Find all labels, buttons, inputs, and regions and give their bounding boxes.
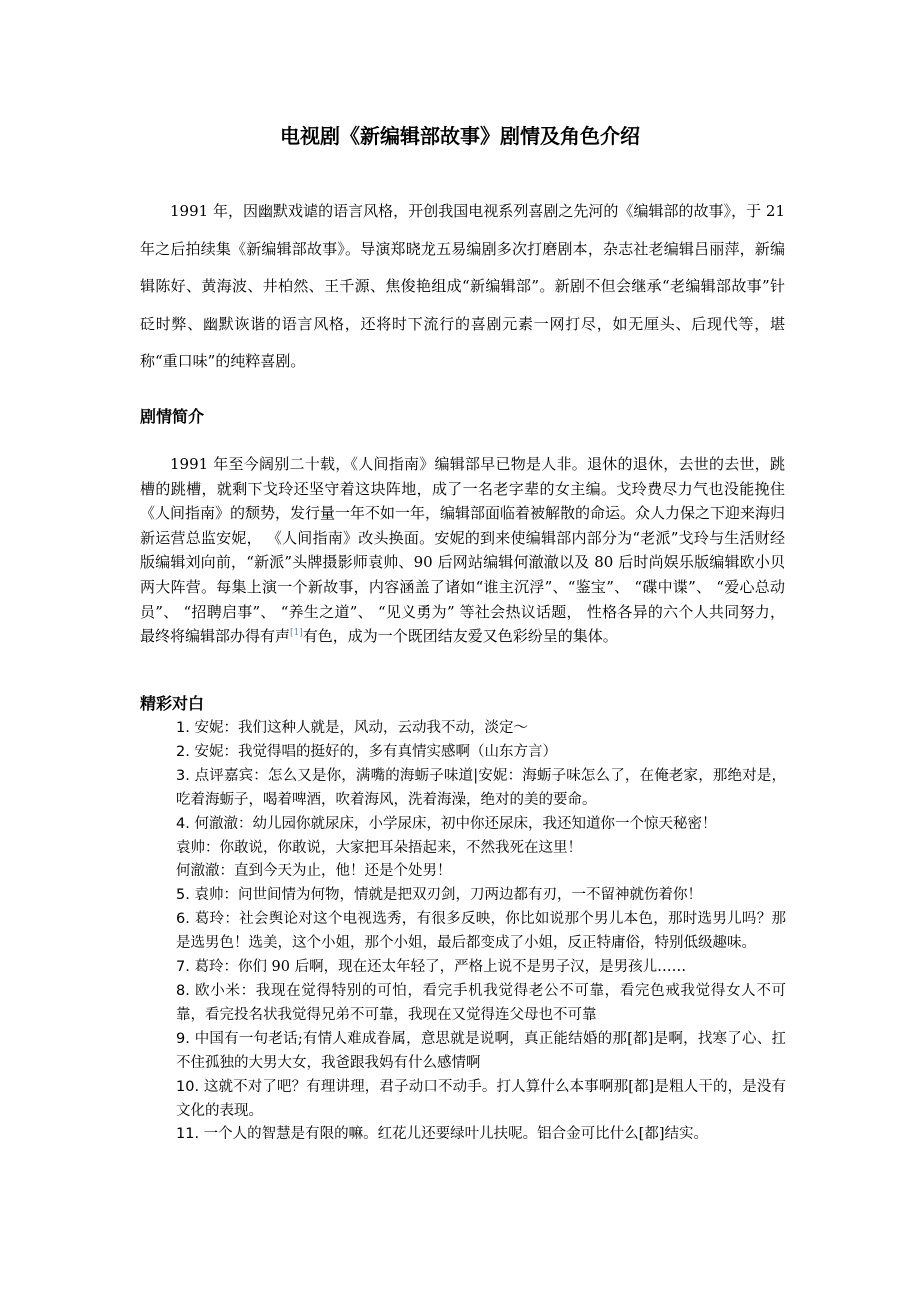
- dialog-item: [176, 908, 786, 956]
- dialog-text: 欧小米：我现在觉得特别的可怕，看完手机我觉得老公不可靠，看完色戒我觉得女人不可靠，看完投名状我觉得兄弟不可靠，我现在又觉得连父母也不可靠: [176, 982, 787, 1023]
- dialog-item: [176, 1028, 786, 1076]
- dialog-item: [176, 884, 786, 908]
- dialog-number: 1.: [176, 720, 190, 736]
- dialog-text: 何澈澈：幼儿园你就尿床，小学尿床，初中你还尿床，我还知道你一个惊天秘密！: [194, 815, 717, 832]
- dialog-item: [176, 741, 786, 765]
- dialog-number: 4.: [176, 815, 190, 832]
- plot-text-a: 1991 年至今阔别二十载，《人间指南》编辑部早已物是人非。退休的退休，去世的去世，跳槽的跳槽，就剩下戈玲还坚守着这块阵地，成了一名老字辈的女主编。戈玲费尽力气也没能挽住《人间指南》的颓势，发行量一年不如一年，编辑部面临着被解散的命运。众人力保之下迎来海归新运营总监安妮， 《人间指南》改头换面。安妮的到来使编辑部内部分为“老派”戈玲与生活财经版编辑刘向前，“新派”头牌摄影师袁帅、90 后网站编辑何澈澈以及 80 后时尚娱乐版编辑欧小贝两大阵营。每集上演一个新故事，内容涵盖了诸如“谁主沉浮”、“鉴宝”、 “碟中谍”、 “爱心总动员”、 “招聘启事”、 “养生之道”、 “见义勇为” 等社会热议话题， 性格各异的六个人共同努力，最终将编辑部办得有声: [140, 455, 786, 646]
- dialog-list: [176, 717, 786, 1147]
- dialog-item: [176, 765, 786, 813]
- plot-heading: 剧情简介: [140, 407, 205, 426]
- dialog-text: 袁帅：问世间情为何物，情就是把双刃剑，刀两边都有刃，一不留神就伤着你！: [194, 887, 702, 904]
- dialog-number: 3.: [176, 767, 190, 784]
- plot-paragraph: [140, 452, 785, 649]
- dialog-text: 安妮：我觉得唱的挺好的，多有真情实感啊（山东方言）: [194, 743, 557, 760]
- dialog-text: 点评嘉宾：怎么又是你，满嘴的海蛎子味道|安妮：海蛎子味怎么了，在俺老家，那绝对是，吃着海蛎子，喝着啤酒，吹着海风，洗着海澡，绝对的美的要命。: [176, 767, 787, 808]
- plot-text-b: 有色，成为一个既团结友爱又色彩纷呈的集体。: [302, 627, 618, 646]
- dialog-number: 6.: [176, 911, 190, 928]
- dialog-text: 安妮：我们这种人就是，风动，云动我不动，淡定～: [194, 720, 528, 736]
- dialog-text: 中国有一句老话;有情人难成眷属，意思就是说啊，真正能结婚的那[都]是啊，找寒了心、扛不住孤独的大男大女，我爸跟我妈有什么感情啊: [176, 1030, 786, 1071]
- dialog-number: 10.: [176, 1078, 200, 1095]
- dialog-reply-line: 袁帅：你敢说，你敢说，大家把耳朵捂起来，不然我死在这里！: [176, 839, 582, 856]
- dialog-number: 7.: [176, 959, 190, 976]
- dialog-text: 一个人的智慧是有限的嘛。红花儿还要绿叶儿扶呢。铝合金可比什么[都]结实。: [203, 1126, 708, 1143]
- page-title: 电视剧《新编辑部故事》剧情及角色介绍: [280, 124, 640, 148]
- dialog-item: [176, 717, 786, 741]
- dialog-item: [176, 956, 786, 980]
- dialog-item: [176, 813, 786, 885]
- dialog-text: 葛玲：你们 90 后啊，现在还太年轻了，严格上说不是男子汉，是男孩儿……: [194, 959, 687, 976]
- dialog-number: 5.: [176, 887, 190, 904]
- intro-paragraph: 1991 年，因幽默戏谑的语言风格，开创我国电视系列喜剧之先河的《编辑部的故事》，于 21 年之后拍续集《新编辑部故事》。导演郑晓龙五易编剧多次打磨剧本，杂志社老编辑吕丽萍，新编辑陈好、黄海波、井柏然、王千源、焦俊艳组成“新编辑部”。新剧不但会继承“老编辑部故事”针砭时弊、幽默诙谐的语言风格，还将时下流行的喜剧元素一网打尽，如无厘头、后现代等，堪称“重口味”的纯粹喜剧。: [140, 202, 785, 370]
- dialog-number: 2.: [176, 743, 190, 760]
- dialog-item: [176, 980, 786, 1028]
- dialog-number: 11.: [176, 1126, 200, 1143]
- dialog-item: [176, 1076, 786, 1124]
- dialog-number: 9.: [176, 1030, 190, 1047]
- dialog-text: 这就不对了吧？有理讲理，君子动口不动手。打人算什么本事啊那[都]是粗人干的，是没有文化的表现。: [176, 1078, 787, 1119]
- dialog-reply-line: 何澈澈：直到今天为止，他！还是个处男！: [176, 863, 452, 880]
- dialog-item: [176, 1123, 786, 1147]
- dialog-text: 葛玲：社会舆论对这个电视选秀，有很多反映，你比如说那个男儿本色，那时选男儿吗？那是选男色！选美，这个小姐，那个小姐，最后都变成了小姐，反正特庸俗，特别低级趣味。: [176, 911, 787, 952]
- dialog-heading: 精彩对白: [140, 694, 205, 713]
- footnote-reference-link[interactable]: [1]: [290, 628, 303, 639]
- dialog-number: 8.: [176, 982, 190, 999]
